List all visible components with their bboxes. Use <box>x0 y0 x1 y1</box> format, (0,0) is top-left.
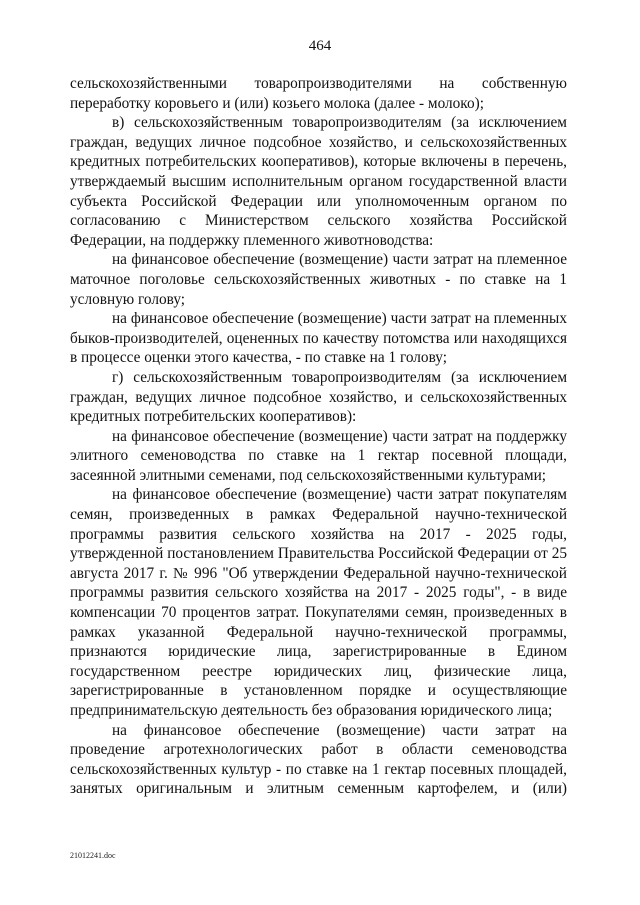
paragraph-seed-buyers: на финансовое обеспечение (возмещение) части затрат покупателям семян, произведенных в рамках Федеральной научно-технической программы развития сельского хозяйства на 2017 - 2025 годы, утвержденной постановлением Правительства Российской Федерации от 25 августа 2017 г. № 996 "Об утверждении Федеральной научно-технической программы развития сельского хозяйства на 2017 - 2025 годы", - в виде компенсации 70 процентов затрат. Покупателями семян, произведенных в рамках указанной Федеральной научно-технической программы, признаются юридические лица, зарегистрированные в Едином государственном реестре юридических лиц, физические лица, зарегистрированные в установленном порядке и осуществляющие предпринимательскую деятельность без образования юридического лица; <box>70 486 567 719</box>
paragraph-elite-seeds: на финансовое обеспечение (возмещение) части затрат на поддержку элитного семеноводства по ставке на 1 гектар посевной площади, засеянной элитными семенами, под сельскохозяйственными культурами; <box>70 427 567 484</box>
footer-filename: 21012241.doc <box>70 851 116 860</box>
paragraph-breeding-stock: на финансовое обеспечение (возмещение) части затрат на племенное маточное поголовье сельскохозяйственных животных - по ставке на 1 условную голову; <box>70 251 567 308</box>
paragraph-item-g: г) сельскохозяйственным товаропроизводителям (за исключением граждан, ведущих личное подсобное хозяйство, и сельскохозяйственных кредитных потребительских кооперативов): <box>70 368 567 426</box>
paragraph-breeding-bulls: на финансовое обеспечение (возмещение) части затрат на племенных быков-производителей, оцененных по качеству потомства или находящихся в процессе оценки этого качества, - по ставке на 1 голову; <box>70 310 567 367</box>
document-body <box>70 74 567 799</box>
paragraph-agrotech-works: на финансовое обеспечение (возмещение) части затрат на проведение агротехнологических работ в области семеноводства сельскохозяйственных культур - по ставке на 1 гектар посевных площадей, занятых оригинальным и элитным семенным картофелем, и (или) <box>70 721 567 798</box>
paragraph-continuation: сельскохозяйственными товаропроизводителями на собственную переработку коровьего и (или) козьего молока (далее - молоко); <box>70 75 567 112</box>
paragraph-item-v: в) сельскохозяйственным товаропроизводителям (за исключением граждан, ведущих личное подсобное хозяйство, и сельскохозяйственных кредитных потребительских кооперативов), которые включены в перечень, утверждаемый высшим исполнительным органом государственной власти субъекта Российской Федерации или уполномоченным органом по согласованию с Министерством сельского хозяйства Российской Федерации, на поддержку племенного животноводства: <box>70 114 567 249</box>
page-number: 464 <box>308 38 332 54</box>
